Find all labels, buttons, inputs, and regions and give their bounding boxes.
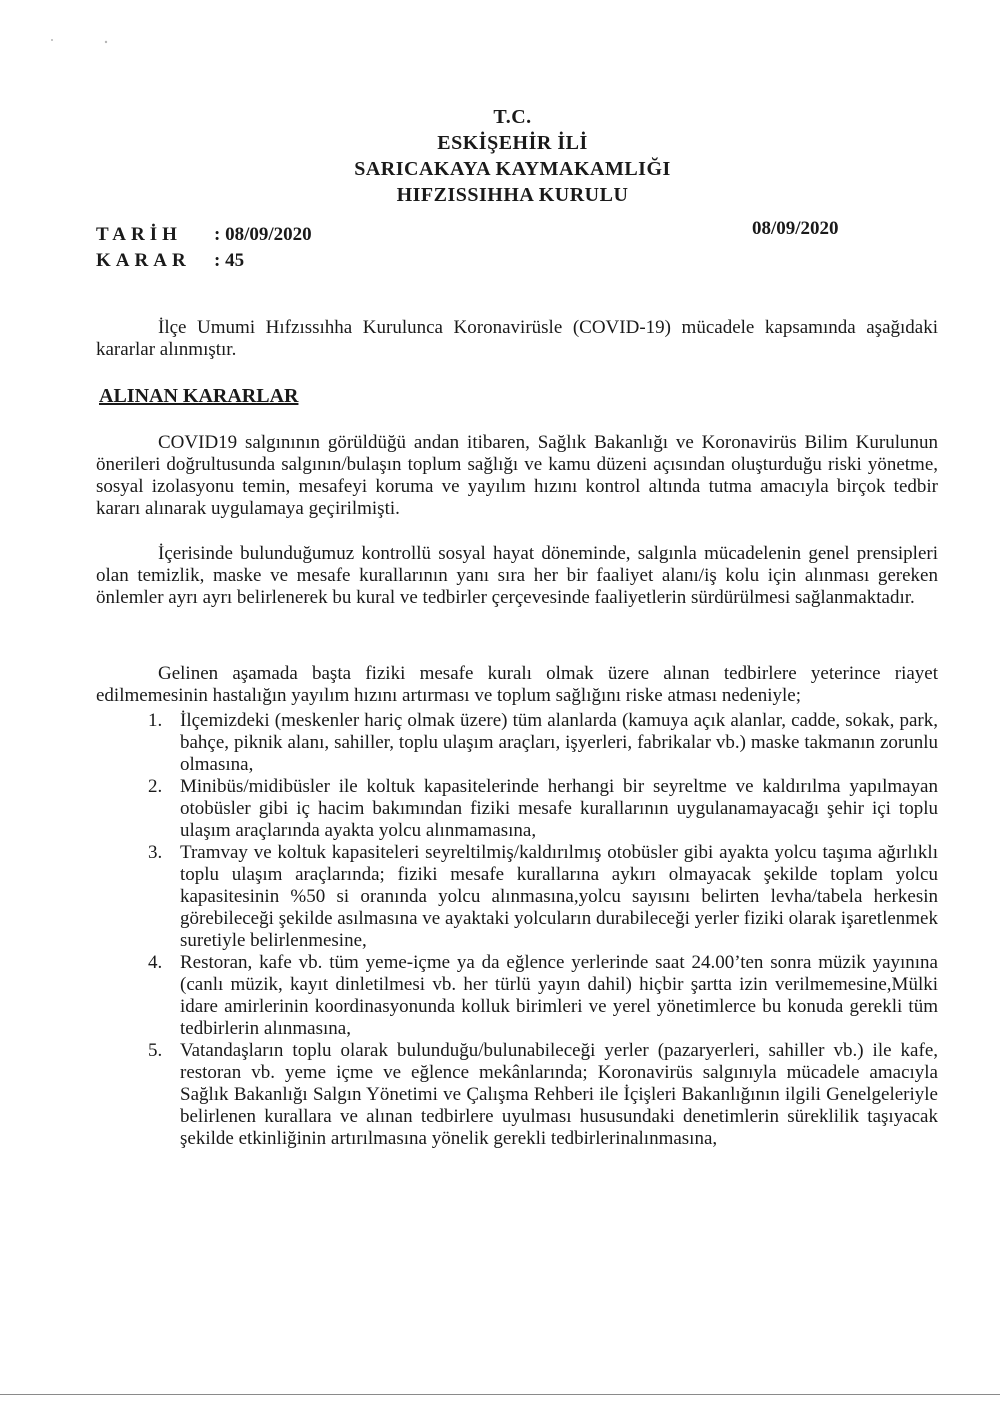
paragraph-2: İçerisinde bulunduğumuz kontrollü sosyal hayat döneminde, salgınla mücadelenin genel prensipleri olan temizlik, maske ve mesafe kurallarının yanı sıra her bir faaliyet alanı/iş kolu için alınması gereken önlemler ayrı ayrı belirlenerek bu kural ve tedbirler çerçevesinde faaliyetlerin sürdürülmesi sağlanmaktadır. <box>96 543 938 608</box>
page-bottom-rule <box>0 1394 1000 1395</box>
list-item-text: Vatandaşların toplu olarak bulunduğu/bulunabileceği yerler (pazaryerleri, sahiller vb.) ile kafe, restoran vb. yeme içme ve eğlence mekânlarında; Koronavirüs salgınıyla mücadele amacıyla Sağlık Bakanlığı Salgın Yönetimi ve Çalışma Rehberi ile İçişleri Bakanlığının ilgili Genelgeleriyle belirlenen kurallara ve alınan tedbirlere uyulması hususundaki denetimlerin süreklilik taşıyacak şekilde etkinliğinin artırılmasına yönelik gerekli tedbirlerinalınmasına, <box>180 1040 938 1149</box>
list-item-number: 3. <box>148 842 163 863</box>
header-board: HIFZISSIHHA KURULU <box>396 184 629 206</box>
date-value: : 08/09/2020 <box>214 224 312 245</box>
decision-list <box>148 710 938 1150</box>
date-row <box>96 222 312 248</box>
list-item-text: Tramvay ve koltuk kapasiteleri seyreltilmiş/kaldırılmış otobüsler gibi ayakta yolcu taşıma ağırlıklı toplu ulaşım araçlarında; fiziki mesafe kurallarına aykırı olmayacak şekilde toplam yolcu kapasitesinin %50 si oranında yolcu alınmasına,yolcu sayısını belirten levha/tabela herkesin görebileceği şekilde asılmasına ve ayaktaki yolcuların durabileceği yerler fiziki olarak işaretlenmek suretiyle belirlenmesine, <box>180 842 938 951</box>
list-item-text: Minibüs/midibüsler ile koltuk kapasitelerinde herhangi bir seyreltme ve kaldırılma yapılmayan otobüsler gibi iç hacim bakımından fiziki mesafe kurallarının uygulanamayacağı şehir içi toplu ulaşım araçlarında ayakta yolcu alınmamasına, <box>180 776 938 841</box>
date-label: TARİH <box>96 224 182 245</box>
list-item <box>148 776 938 842</box>
intro-paragraph: İlçe Umumi Hıfzıssıhha Kurulunca Koronavirüsle (COVID-19) mücadele kapsamında aşağıdaki kararlar alınmıştır. <box>96 317 938 360</box>
scan-specks <box>48 36 118 46</box>
decision-number: : 45 <box>214 250 245 271</box>
list-item-number: 2. <box>148 776 163 797</box>
list-item-text: İlçemizdeki (meskenler hariç olmak üzere) tüm alanlarda (kamuya açık alanlar, cadde, sokak, park, bahçe, piknik alanı, sahiller, toplu ulaşım araçları, işyerleri, fabrikalar vb.) maske takmanın zorunlu olmasına, <box>180 710 938 775</box>
list-item-number: 4. <box>148 952 163 973</box>
decision-label: KARAR <box>96 250 191 271</box>
paragraph-3: Gelinen aşamada başta fiziki mesafe kuralı olmak üzere alınan tedbirlere yeterince riayet edilmemesinin hastalığın yayılım hızını artırması ve toplum sağlığını riske atması nedeniyle; <box>96 663 938 706</box>
list-item <box>148 952 938 1040</box>
decision-meta <box>96 222 312 274</box>
list-item-text: Restoran, kafe vb. tüm yeme-içme ya da eğlence yerlerinde saat 24.00’ten sonra müzik yayınına (canlı müzik, kayıt dinletilmesi vb. her türlü yayın dahil) hiçbir şartta izin verilmemesine,Mülki idare amirlerinin koordinasyonunda kolluk birimleri ve yerel yönetimlerce bu konuda gerekli tüm tedbirlerin alınmasına, <box>180 952 938 1039</box>
decision-row <box>96 248 312 274</box>
paragraph-1: COVID19 salgınının görüldüğü andan itibaren, Sağlık Bakanlığı ve Koronavirüs Bilim Kurulunun önerileri doğrultusunda salgının/bulaşın toplum sağlığı ve kamu düzeni açısından oluşturduğu riski yönetme, sosyal izolasyonu temin, mesafeyi koruma ve yayılım hızını kontrol altında tutma amacıyla birçok tedbir kararı alınarak uygulamaya geçirilmişti. <box>96 432 938 519</box>
date-right: 08/09/2020 <box>752 218 839 239</box>
section-title: ALINAN KARARLAR <box>99 385 299 407</box>
list-item-number: 1. <box>148 710 163 731</box>
list-item <box>148 842 938 952</box>
header-district-governorship: SARICAKAYA KAYMAKAMLIĞI <box>354 158 671 180</box>
list-item <box>148 710 938 776</box>
document-header <box>0 104 1000 208</box>
list-item-number: 5. <box>148 1040 163 1061</box>
header-province: ESKİŞEHİR İLİ <box>437 132 588 154</box>
header-tc: T.C. <box>493 106 532 128</box>
list-item <box>148 1040 938 1150</box>
